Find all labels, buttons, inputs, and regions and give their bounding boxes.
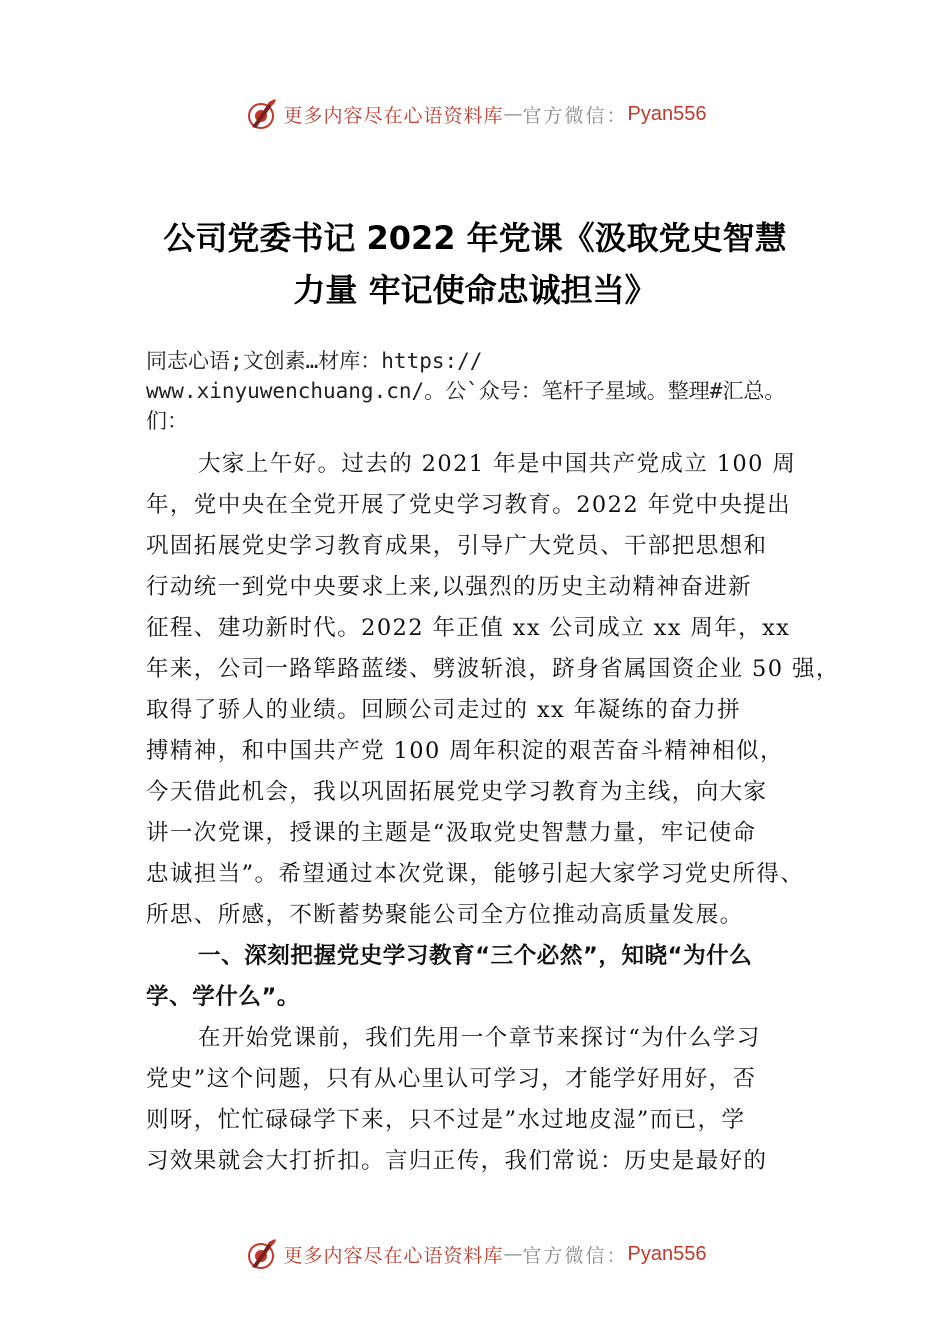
body-line: 讲一次党课，授课的主题是“汲取党史智慧力量，牢记使命 — [146, 820, 757, 846]
header-banner — [0, 94, 950, 134]
banner-wechat-id: Pyan556 — [627, 1242, 707, 1265]
banner-separator: — — [503, 103, 523, 125]
body-line: 党史”这个问题，只有从心里认可学习，才能学好用好，否 — [146, 1066, 757, 1092]
body-line: 大家上午好。过去的 2021 年是中国共产党成立 100 周 — [198, 451, 797, 477]
title-line-1: 公司党委书记 2022 年党课《汲取党史智慧 — [163, 219, 787, 257]
footer-banner — [0, 1234, 950, 1274]
body-line: 征程、建功新时代。2022 年正值 xx 公司成立 xx 周年，xx — [146, 615, 791, 641]
banner-separator: — — [503, 1243, 523, 1265]
body-line: 则呀，忙忙碌碌学下来，只不过是”水过地皮湿”而已，学 — [146, 1107, 746, 1133]
body-line: 年来，公司一路筚路蓝缕、劈波斩浪，跻身省属国资企业 50 强， — [146, 656, 840, 682]
body-line: 年，党中央在全党开展了党史学习教育。2022 年党中央提出 — [146, 492, 792, 518]
body-line: 巩固拓展党史学习教育成果，引导广大党员、干部把思想和 — [146, 533, 768, 559]
body-line: 习效果就会大打折扣。言归正传，我们常说：历史是最好的 — [146, 1148, 768, 1174]
banner-wechat-label: 官方微信： — [522, 1244, 628, 1267]
banner-text: 更多内容尽在心语资料库 — [283, 104, 504, 127]
banner-wechat-id: Pyan556 — [627, 102, 707, 125]
document-body — [146, 444, 840, 1182]
title-line-2: 力量 牢记使命忠诚担当》 — [293, 271, 657, 309]
section-heading-line-2: 学、学什么”。 — [146, 984, 300, 1010]
body-line: 忠诚担当”。希望通过本次党课，能够引起大家学习党史所得、 — [146, 861, 805, 887]
body-line: 行动统一到党中央要求上来,以强烈的历史主动精神奋进新 — [146, 574, 753, 600]
section-heading-line-1: 一、深刻把握党史学习教育“三个必然”，知晓“为什么 — [198, 943, 753, 969]
body-line: 取得了骄人的业绩。回顾公司走过的 xx 年凝练的奋力拼 — [146, 697, 741, 723]
document-title — [0, 212, 950, 316]
body-line: 今天借此机会，我以巩固拓展党史学习教育为主线，向大家 — [146, 779, 768, 805]
quill-ink-icon — [244, 97, 278, 131]
quill-ink-icon — [244, 1237, 278, 1271]
source-line-3: 们： — [146, 409, 188, 433]
source-line-1: 同志心语;文创素…材库：https:// — [146, 349, 483, 373]
body-line: 在开始党课前，我们先用一个章节来探讨“为什么学习 — [198, 1025, 761, 1051]
source-line-2: www.xinyuwenchuang.cn/。公`众号：笔杆子星域。整理#汇总。 — [146, 379, 786, 403]
banner-wechat-label: 官方微信： — [522, 104, 628, 127]
body-line: 搏精神，和中国共产党 100 周年积淀的艰苦奋斗精神相似， — [146, 738, 784, 764]
body-line: 所思、所感，不断蓄势聚能公司全方位推动高质量发展。 — [146, 902, 744, 928]
source-note — [146, 346, 926, 436]
banner-text: 更多内容尽在心语资料库 — [283, 1244, 504, 1267]
